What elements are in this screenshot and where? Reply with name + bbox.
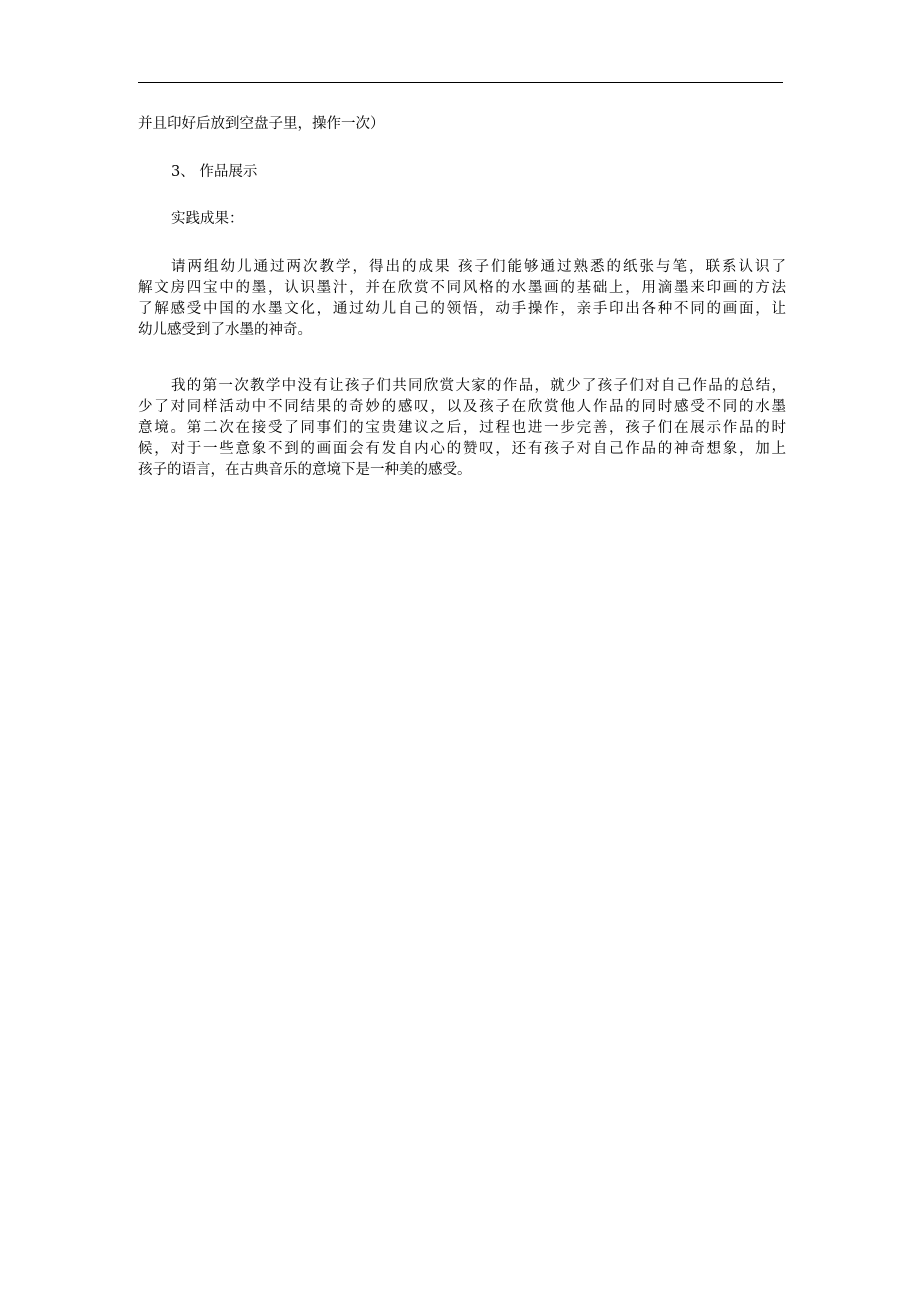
paragraph-line: 了解感受中国的水墨文化，通过幼儿自己的领悟，动手操作，亲手印出各种不同的画面，让 xyxy=(138,301,786,317)
paragraph-results xyxy=(138,257,786,341)
continuation-line: 并且印好后放到空盘子里，操作一次） xyxy=(138,116,385,132)
paragraph-line: 我的第一次教学中没有让孩子们共同欣赏大家的作品，就少了孩子们对自己作品的总结， xyxy=(171,378,786,394)
paragraph-reflection xyxy=(138,376,786,481)
header-rule xyxy=(138,82,783,83)
paragraph-line: 意境。第二次在接受了同事们的宝贵建议之后，过程也进一步完善，孩子们在展示作品的时 xyxy=(138,420,786,436)
paragraph-line: 请两组幼儿通过两次教学，得出的成果 孩子们能够通过熟悉的纸张与笔，联系认识了 xyxy=(171,259,786,275)
paragraph-line: 候，对于一些意象不到的画面会有发自内心的赞叹，还有孩子对自己作品的神奇想象，加上 xyxy=(138,441,786,457)
paragraph-line: 解文房四宝中的墨，认识墨汁，并在欣赏不同风格的水墨画的基础上，用滴墨来印画的方法 xyxy=(138,280,786,296)
paragraph-line: 幼儿感受到了水墨的神奇。 xyxy=(138,322,312,338)
paragraph-line: 少了对同样活动中不同结果的奇妙的感叹，以及孩子在欣赏他人作品的同时感受不同的水墨 xyxy=(138,399,786,415)
paragraph-line: 孩子的语言，在古典音乐的意境下是一种美的感受。 xyxy=(138,462,472,478)
results-heading: 实践成果： xyxy=(171,211,244,227)
section-heading: 3、 作品展示 xyxy=(171,164,258,180)
